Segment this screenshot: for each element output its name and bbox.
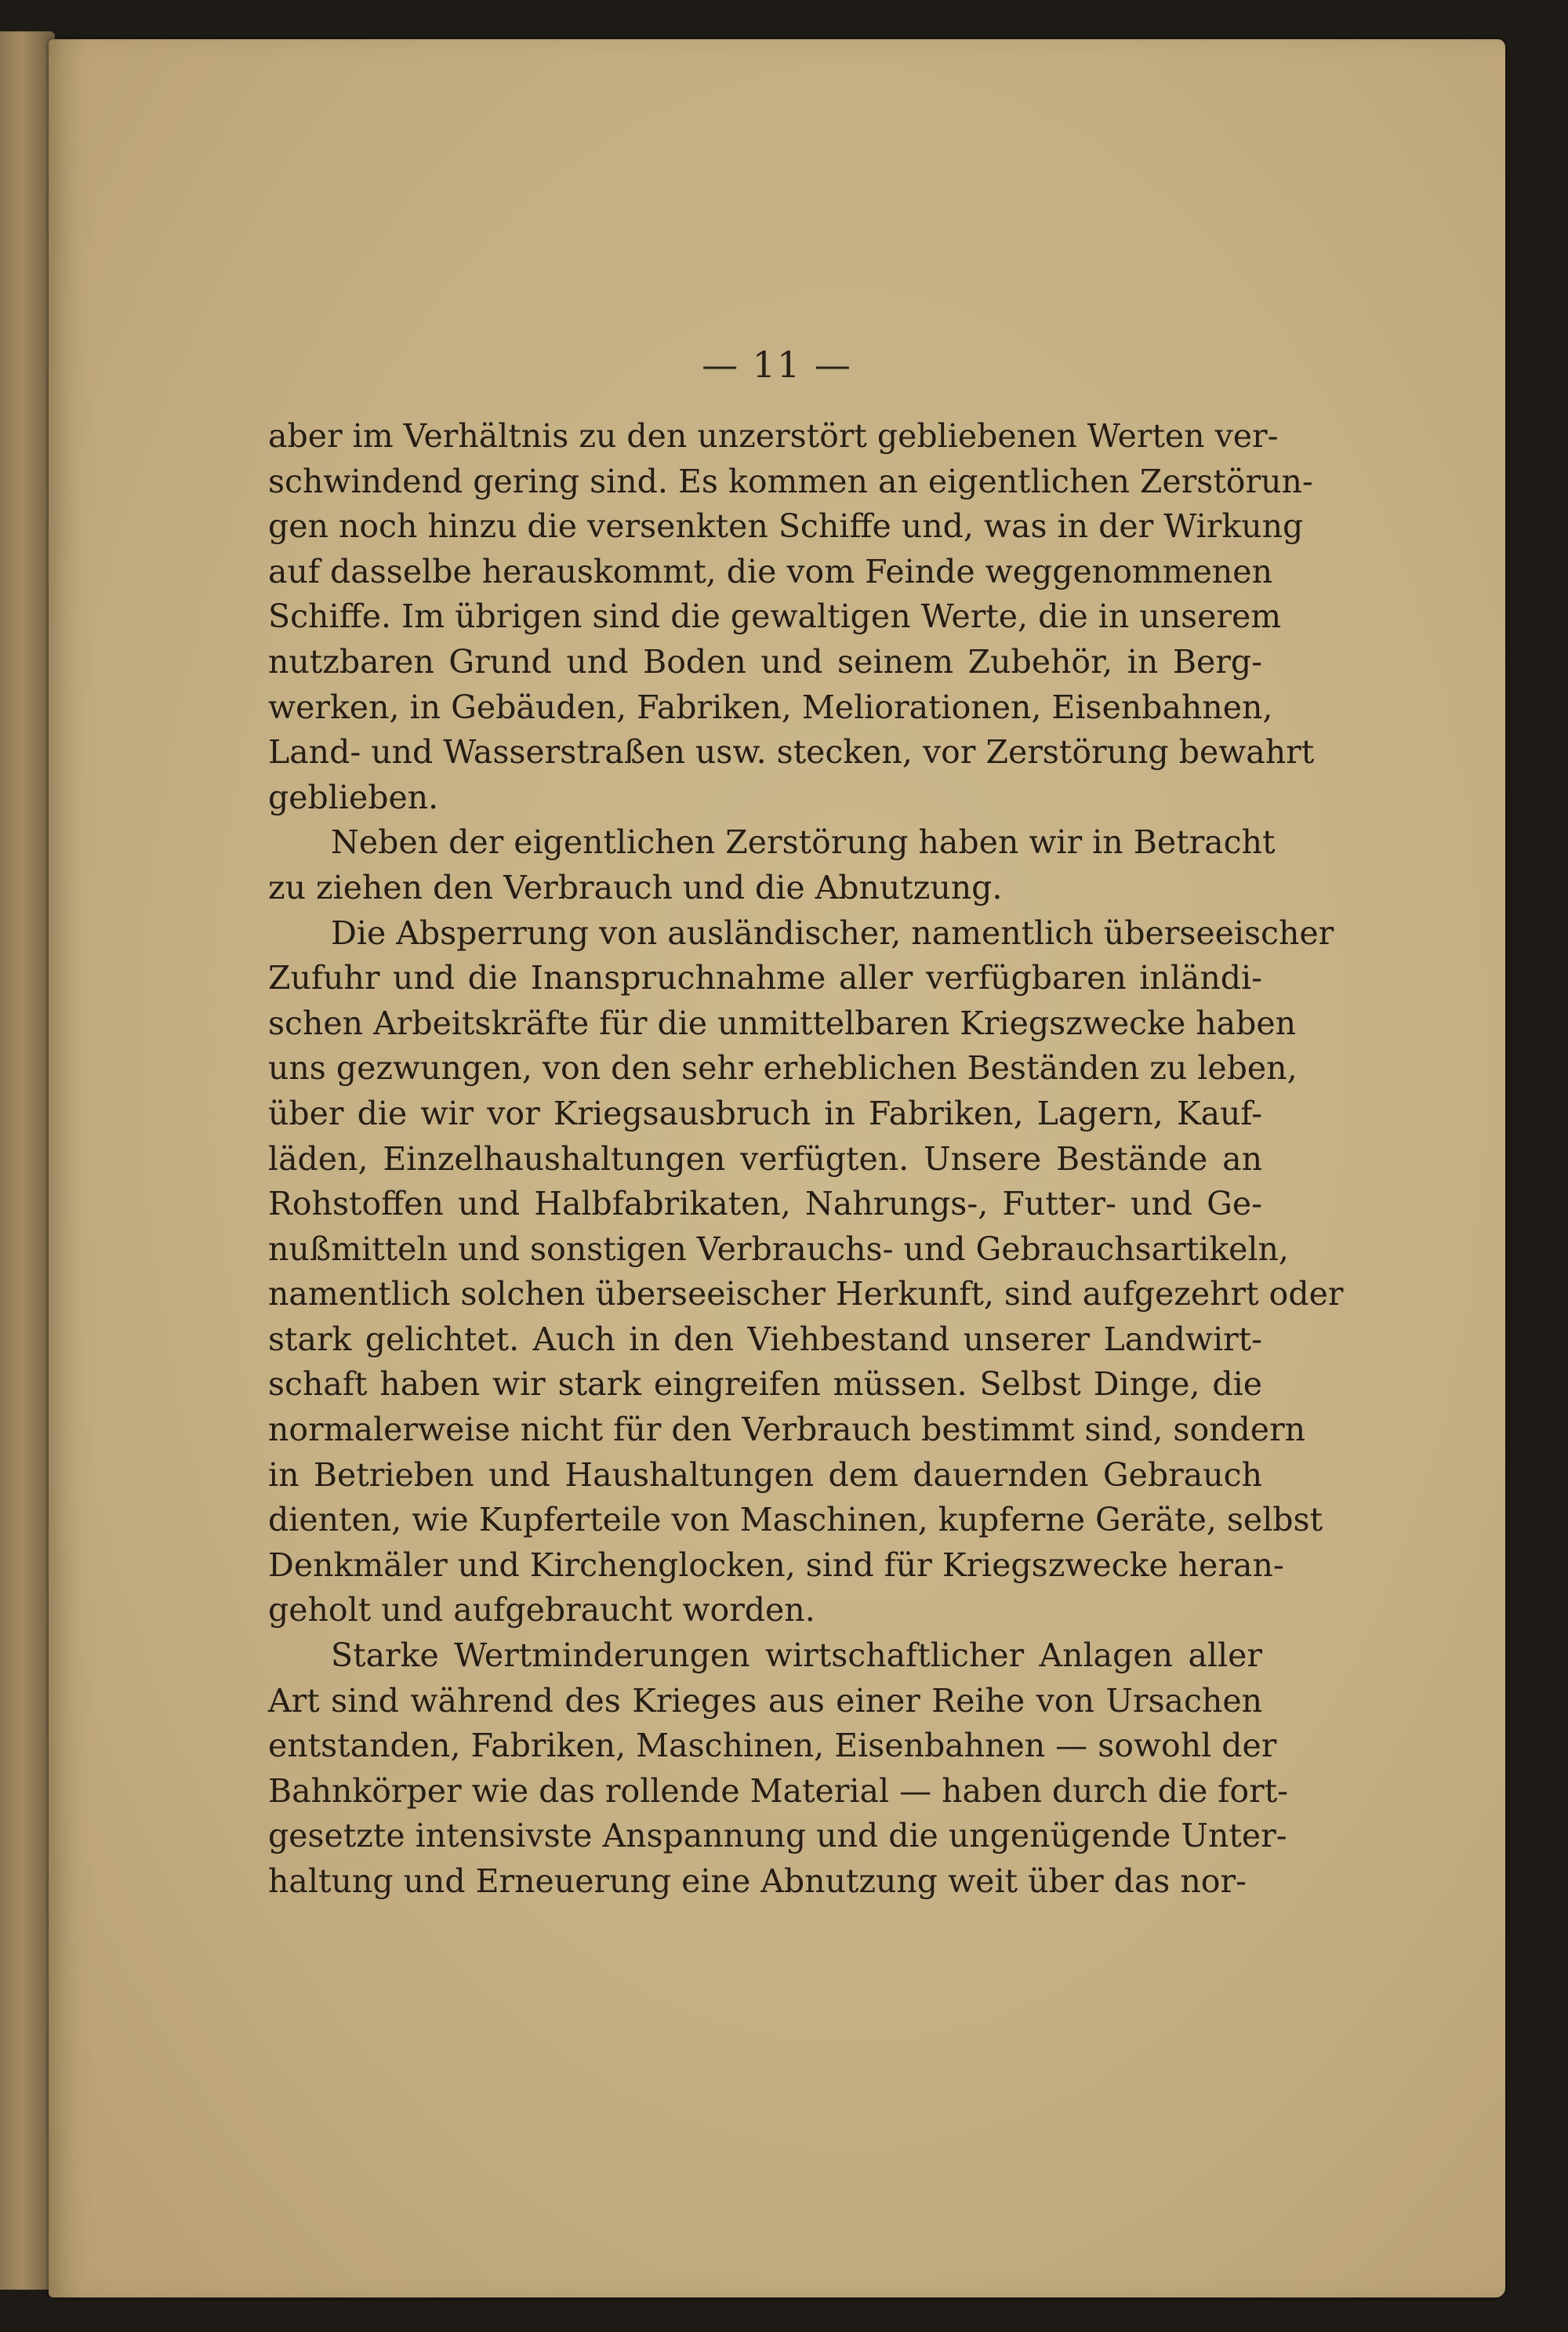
text-line: Schiffe. Im übrigen sind die gewaltigen Werte, die in unserem [268, 598, 1282, 636]
text-line: werken, in Gebäuden, Fabriken, Meliorationen, Eisenbahnen, [268, 688, 1273, 726]
text-line: haltung und Erneuerung eine Abnutzung weit über das nor- [268, 1862, 1247, 1900]
body-text [268, 414, 1344, 1905]
text-line: Neben der eigentlichen Zerstörung haben wir in Betracht [331, 823, 1276, 862]
book-page [49, 39, 1505, 2297]
text-line: schen Arbeitskräfte für die unmittelbaren Kriegszwecke haben [268, 1004, 1296, 1042]
text-line: dienten, wie Kupferteile von Maschinen, kupferne Geräte, selbst [268, 1501, 1323, 1539]
text-line: uns gezwungen, von den sehr erheblichen Beständen zu leben, [268, 1049, 1298, 1088]
text-line: in Betrieben und Haushaltungen dem dauernden Gebrauch [268, 1455, 1262, 1494]
text-line: schaft haben wir stark eingreifen müssen. Selbst Dinge, die [268, 1365, 1262, 1404]
text-line: läden, Einzelhaushaltungen verfügten. Unsere Bestände an [268, 1139, 1262, 1178]
text-line: zu ziehen den Verbrauch und die Abnutzung. [268, 868, 1003, 906]
text-line: aber im Verhältnis zu den unzerstört gebliebenen Werten ver- [268, 417, 1279, 455]
text-line: stark gelichtet. Auch in den Viehbestand unserer Landwirt- [268, 1320, 1262, 1358]
paragraph [268, 414, 1315, 820]
text-line: geblieben. [268, 778, 439, 816]
text-line: Zufuhr und die Inanspruchnahme aller verfügbaren inländi- [268, 959, 1262, 997]
previous-page-edge [0, 31, 55, 2290]
text-line: auf dasselbe herauskommt, die vom Feinde weggenommenen [268, 552, 1272, 590]
text-line: Die Absperrung von ausländischer, namentlich überseeischer [331, 914, 1334, 952]
text-line: geholt und aufgebraucht worden. [268, 1591, 815, 1629]
paragraph [268, 820, 1276, 910]
text-line: Bahnkörper wie das rollende Material — haben durch die fort- [268, 1771, 1289, 1810]
paragraph [268, 911, 1344, 1634]
text-line: gen noch hinzu die versenkten Schiffe und, was in der Wirkung [268, 507, 1304, 546]
text-line: nutzbaren Grund und Boden und seinem Zubehör, in Berg- [268, 642, 1262, 681]
text-line: schwindend gering sind. Es kommen an eigentlichen Zerstörun- [268, 462, 1313, 500]
text-line: entstanden, Fabriken, Maschinen, Eisenbahnen — sowohl der [268, 1727, 1277, 1765]
text-line: Rohstoffen und Halbfabrikaten, Nahrungs-, Futter- und Ge- [268, 1185, 1262, 1223]
text-line: nußmitteln und sonstigen Verbrauchs- und Gebrauchsartikeln, [268, 1230, 1289, 1268]
text-line: Art sind während des Krieges aus einer Reihe von Ursachen [268, 1681, 1262, 1720]
page-number: — 11 — [702, 343, 852, 386]
text-line: Starke Wertminderungen wirtschaftlicher Anlagen aller [331, 1636, 1262, 1675]
text-line: Land- und Wasserstraßen usw. stecken, vor Zerstörung bewahrt [268, 733, 1315, 772]
text-line: Denkmäler und Kirchenglocken, sind für Kriegszwecke heran- [268, 1546, 1284, 1584]
text-line: normalerweise nicht für den Verbrauch bestimmt sind, sondern [268, 1411, 1306, 1449]
text-line: namentlich solchen überseeischer Herkunft, sind aufgezehrt oder [268, 1275, 1344, 1313]
text-line: gesetzte intensivste Anspannung und die ungenügende Unter- [268, 1817, 1287, 1855]
paragraph [268, 1633, 1289, 1905]
text-line: über die wir vor Kriegsausbruch in Fabriken, Lagern, Kauf- [268, 1094, 1262, 1132]
